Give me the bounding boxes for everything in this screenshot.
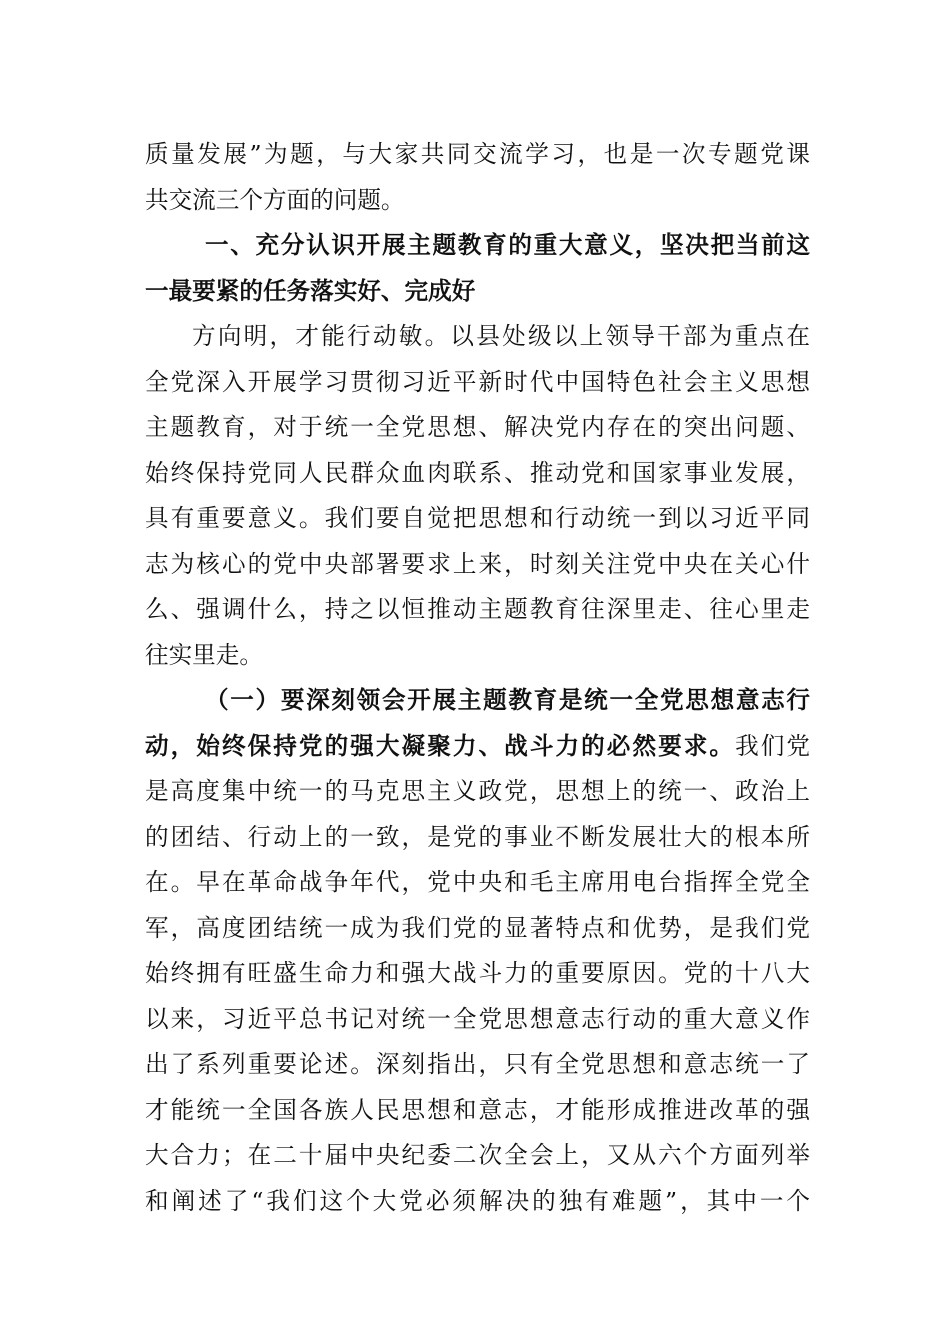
intro-line-1: 质量发展”为题，与大家共同交流学习，也是一次专题党课 xyxy=(145,140,810,168)
para1-line-4: 始终保持党同人民群众血肉联系、推动党和国家事业发展， xyxy=(145,458,810,487)
section-1-line-2 xyxy=(145,724,810,770)
para1-line-7: 么、强调什么，持之以恒推动主题教育往深里走、往心里走 xyxy=(145,595,810,623)
document-page xyxy=(145,132,810,1224)
intro-line-2: 共交流三个方面的问题。 xyxy=(145,185,405,214)
para1-line-1: 方向明，才能行动敏。以县处级以上领导干部为重点在 xyxy=(192,322,810,350)
section-1-line: 才能统一全国各族人民思想和意志，才能形成推进改革的强 xyxy=(145,1095,810,1124)
section-1-line: 在。早在革命战争年代，党中央和毛主席用电台指挥全党全 xyxy=(145,868,810,896)
section-1-line-2-rest: 我们党 xyxy=(735,731,810,760)
section-1-line: 出了系列重要论述。深刻指出，只有全党思想和意志统一了 xyxy=(145,1050,810,1078)
section-1-line: 是高度集中统一的马克思主义政党，思想上的统一、政治上 xyxy=(145,777,810,805)
section-1-line: 的团结、行动上的一致，是党的事业不断发展壮大的根本所 xyxy=(145,822,810,851)
section-1-line: 以来，习近平总书记对统一全党思想意志行动的重大意义作 xyxy=(145,1004,810,1033)
section-1-line: 军，高度团结统一成为我们党的显著特点和优势，是我们党 xyxy=(145,913,810,942)
section-1-line: 大合力；在二十届中央纪委二次全会上，又从六个方面列举 xyxy=(145,1141,810,1169)
para1-line-6: 志为核心的党中央部署要求上来，时刻关注党中央在关心什 xyxy=(145,549,810,578)
para1-line-5: 具有重要意义。我们要自觉把思想和行动统一到以习近平同 xyxy=(145,504,810,532)
heading-1-line-1: 一、充分认识开展主题教育的重大意义，坚决把当前这 xyxy=(205,231,810,259)
section-1-line: 始终拥有旺盛生命力和强大战斗力的重要原因。党的十八大 xyxy=(145,959,810,987)
para1-line-2: 全党深入开展学习贯彻习近平新时代中国特色社会主义思想 xyxy=(145,367,810,396)
section-1-heading-line-1: （一）要深刻领会开展主题教育是统一全党思想意志行 xyxy=(205,686,810,714)
heading-1-line-2: 一最要紧的任务落实好、完成好 xyxy=(145,276,476,305)
section-1-line: 和阐述了“我们这个大党必须解决的独有难题”，其中一个 xyxy=(145,1186,810,1215)
section-1-heading-line-2: 动，始终保持党的强大凝聚力、战斗力的必然要求。 xyxy=(145,731,736,760)
para1-line-8: 往实里走。 xyxy=(145,640,263,669)
para1-line-3: 主题教育，对于统一全党思想、解决党内存在的突出问题、 xyxy=(145,413,810,441)
